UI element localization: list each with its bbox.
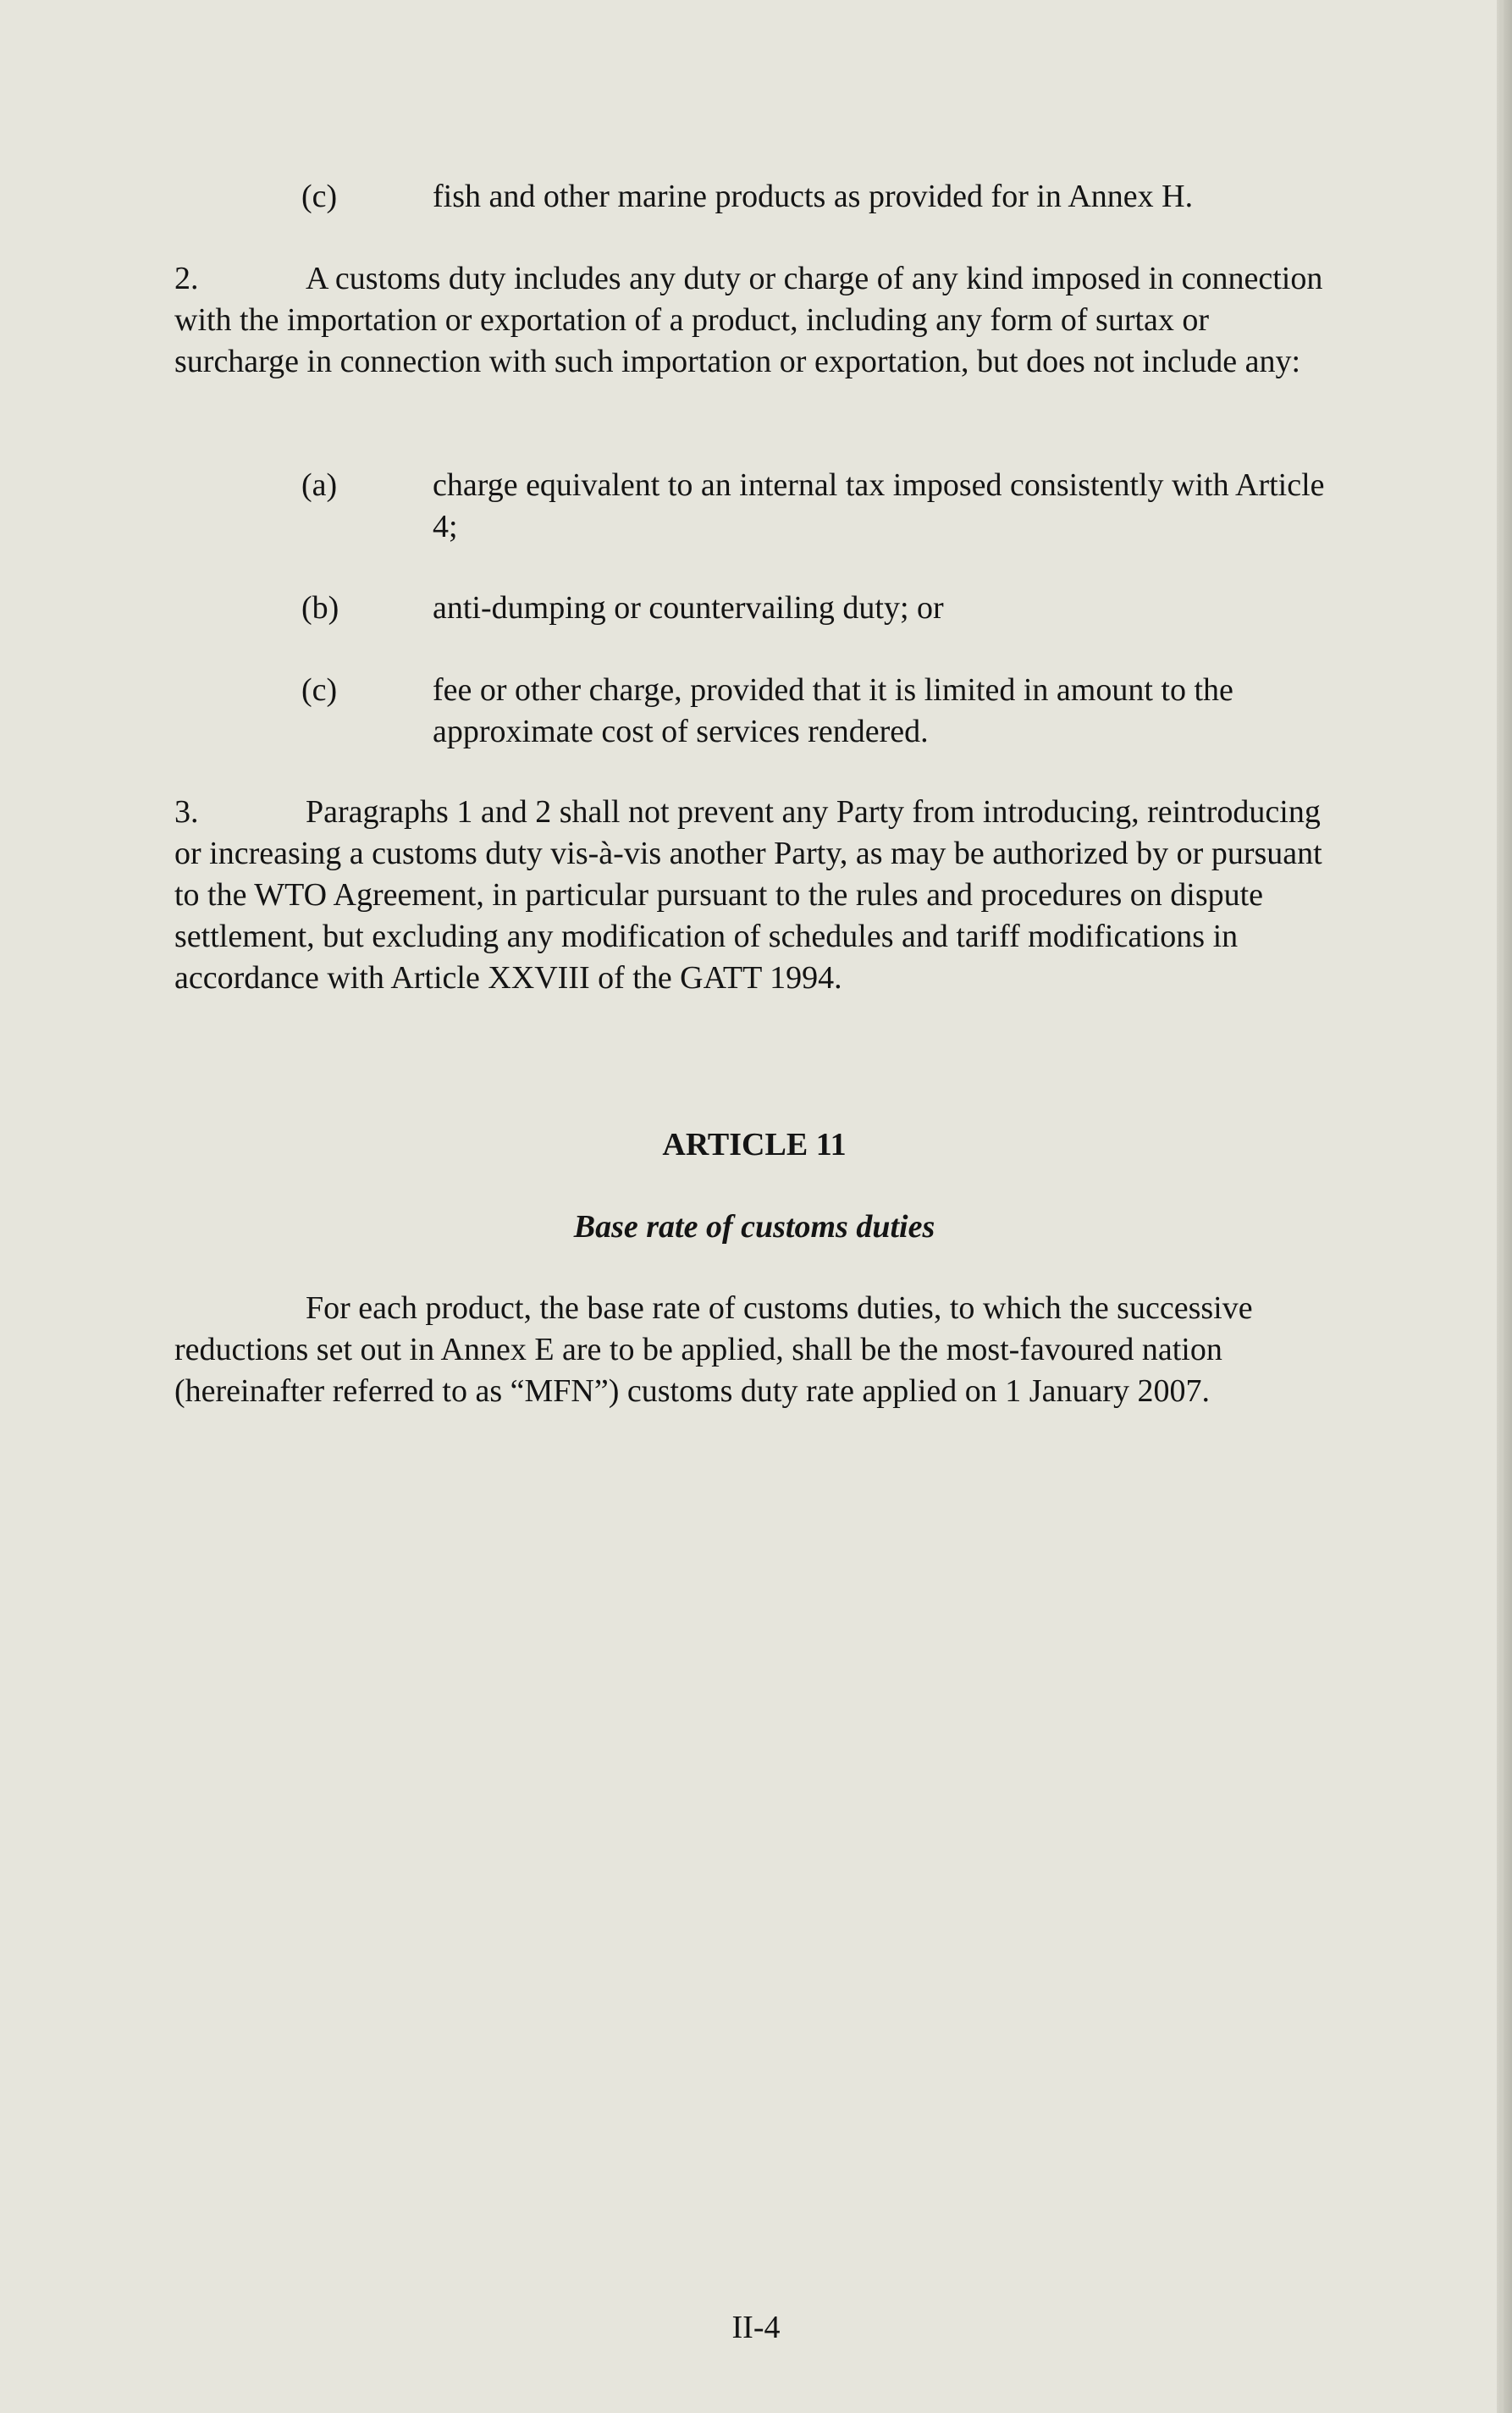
item-label: (a) — [301, 467, 338, 503]
item-text: fee or other charge, provided that it is limited in amount to the approximate cost of services rendered. — [433, 672, 1233, 749]
paragraph-number: 3. — [174, 794, 199, 830]
paragraph-text: A customs duty includes any duty or charge of any kind imposed in connection with the importation or exportation of a product, including any form of surtax or surcharge in connection with such importation or exportation, but does not include any: — [174, 261, 1323, 379]
item-label: (c) — [301, 179, 338, 214]
paragraph-3 — [174, 792, 1334, 999]
item-label: (c) — [301, 672, 338, 708]
page-edge — [1497, 0, 1512, 2413]
item-text: fish and other marine products as provided for in Annex H. — [433, 179, 1194, 214]
paragraph-text: Paragraphs 1 and 2 shall not prevent any Party from introducing, reintroducing or increasing a customs duty vis-à-vis another Party, as may be authorized by or pursuant to the WTO Agreement, in particular pursuant to the rules and procedures on dispute settlement, but excluding any modification of schedules and tariff modifications in accordance with Article XXVIII of the GATT 1994. — [174, 794, 1322, 996]
item-label: (b) — [301, 590, 339, 626]
page-number: II-4 — [731, 2310, 781, 2345]
page-edge-line — [1501, 0, 1504, 2413]
paragraph-text: For each product, the base rate of customs duties, to which the successive reductions set out in Annex E are to be applied, shall be the most-favoured nation (hereinafter referred to as “MFN”) customs duty rate applied on 1 January 2007. — [174, 1290, 1253, 1409]
article-subheading: Base rate of customs duties — [573, 1209, 935, 1245]
article-11-paragraph — [174, 1288, 1334, 1412]
paragraph-number: 2. — [174, 261, 199, 296]
item-text: anti-dumping or countervailing duty; or — [433, 590, 944, 626]
item-text: charge equivalent to an internal tax imposed consistently with Article 4; — [433, 467, 1325, 544]
article-heading: ARTICLE 11 — [662, 1127, 847, 1162]
paragraph-2 — [174, 258, 1334, 383]
